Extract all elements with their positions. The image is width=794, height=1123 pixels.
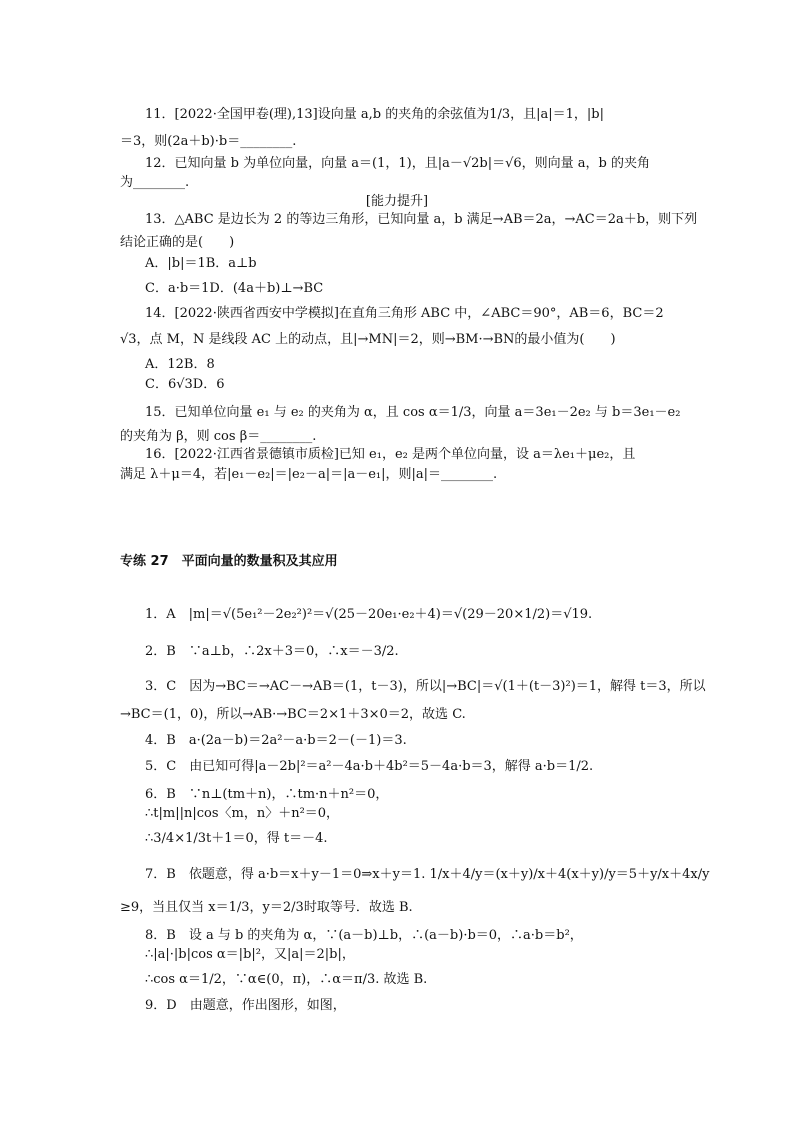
section-label: [能力提升] [365, 194, 429, 209]
answers-title: 专练 27 平面向量的数量积及其应用 [120, 554, 338, 569]
answer-8-line3: ∴cos α＝1/2，∵α∈(0，π)，∴α＝π/3. 故选 B. [145, 972, 428, 987]
answer-8-line2: ∴|a|·|b|cos α＝|b|²，又|a|＝2|b|， [145, 947, 355, 962]
answer-7-line1: 7．B 依题意，得 a·b＝x＋y－1＝0⇒x＋y＝1. 1/x＋4/y＝(x＋y)/x＋4(x＋y)/y＝5＋y/x＋4x/y [145, 867, 710, 882]
problem-13-line1: 13．△ABC 是边长为 2 的等边三角形，已知向量 a，b 满足→AB＝2a，→AC＝2a＋b，则下列 [145, 212, 698, 227]
answer-2: 2．B ∵a⊥b，∴2x＋3＝0，∴x＝－3/2. [145, 644, 399, 659]
problem-12-line2: 为________. [120, 175, 190, 190]
problem-15-line1: 15．已知单位向量 e₁ 与 e₂ 的夹角为 α，且 cos α＝1/3，向量 a＝3e₁－2e₂ 与 b＝3e₁－e₂ [145, 405, 681, 420]
problem-11-line1: 11．[2022·全国甲卷(理),13]设向量 a,b 的夹角的余弦值为1/3，且|a|＝1，|b| [145, 107, 604, 122]
problem-14-options-cd: C．6√3D．6 [145, 377, 225, 392]
answer-8-line1: 8．B 设 a 与 b 的夹角为 α，∵(a－b)⊥b，∴(a－b)·b＝0，∴a·b＝b²， [145, 928, 583, 943]
answer-1: 1．A |m|＝√(5e₁²－2e₂²)²＝√(25－20e₁·e₂＋4)＝√(29－20×1/2)＝√19. [145, 607, 593, 622]
problem-14-options-ab: A．12B．8 [145, 357, 215, 372]
problem-16-line1: 16．[2022·江西省景德镇市质检]已知 e₁，e₂ 是两个单位向量，设 a＝λe₁＋μe₂，且 [145, 447, 636, 462]
answer-6-line3: ∴3/4×1/3t＋1＝0，得 t＝－4. [145, 831, 328, 846]
answer-4: 4．B a·(2a－b)＝2a²－a·b＝2－(－1)＝3. [145, 733, 407, 748]
problem-11-line2: ＝3，则(2a＋b)·b＝________. [120, 134, 297, 149]
problem-12-line1: 12．已知向量 b 为单位向量，向量 a＝(1，1)，且|a－√2b|＝√6，则向量 a，b 的夹角 [145, 156, 650, 171]
answer-3-line1: 3．C 因为→BC＝→AC－→AB＝(1，t－3)，所以|→BC|＝√(1＋(t－3)²)＝1，解得 t＝3，所以 [145, 679, 706, 694]
answer-6-line1: 6．B ∵n⊥(tm＋n)，∴tm·n＋n²＝0， [145, 787, 389, 802]
problem-13-options-cd: C．a·b＝1D．(4a＋b)⊥→BC [145, 281, 324, 296]
answer-5: 5．C 由已知可得|a－2b|²＝a²－4a·b＋4b²＝5－4a·b＝3，解得 a·b＝1/2. [145, 759, 594, 774]
problem-13-options-ab: A．|b|＝1B．a⊥b [145, 256, 257, 271]
problem-14-line1: 14．[2022·陕西省西安中学模拟]在直角三角形 ABC 中，∠ABC＝90°，AB＝6，BC＝2 [145, 306, 664, 321]
answer-9: 9．D 由题意，作出图形，如图， [145, 998, 346, 1013]
problem-16-line2: 满足 λ＋μ＝4，若|e₁－e₂|＝|e₂－a|＝|a－e₁|，则|a|＝________. [120, 467, 498, 482]
answer-6-line2: ∴t|m||n|cos〈m，n〉＋n²＝0， [145, 806, 340, 821]
problem-14-line2: √3，点 M，N 是线段 AC 上的动点，且|→MN|＝2，则→BM·→BN的最小值为( ) [120, 332, 616, 347]
answer-7-line2: ≥9，当且仅当 x＝1/3，y＝2/3时取等号．故选 B. [120, 900, 413, 915]
problem-13-line2: 结论正确的是( ) [120, 235, 235, 250]
answer-3-line2: →BC＝(1，0)，所以→AB·→BC＝2×1＋3×0＝2，故选 C. [120, 707, 466, 722]
problem-15-line2: 的夹角为 β，则 cos β＝________. [120, 429, 317, 444]
